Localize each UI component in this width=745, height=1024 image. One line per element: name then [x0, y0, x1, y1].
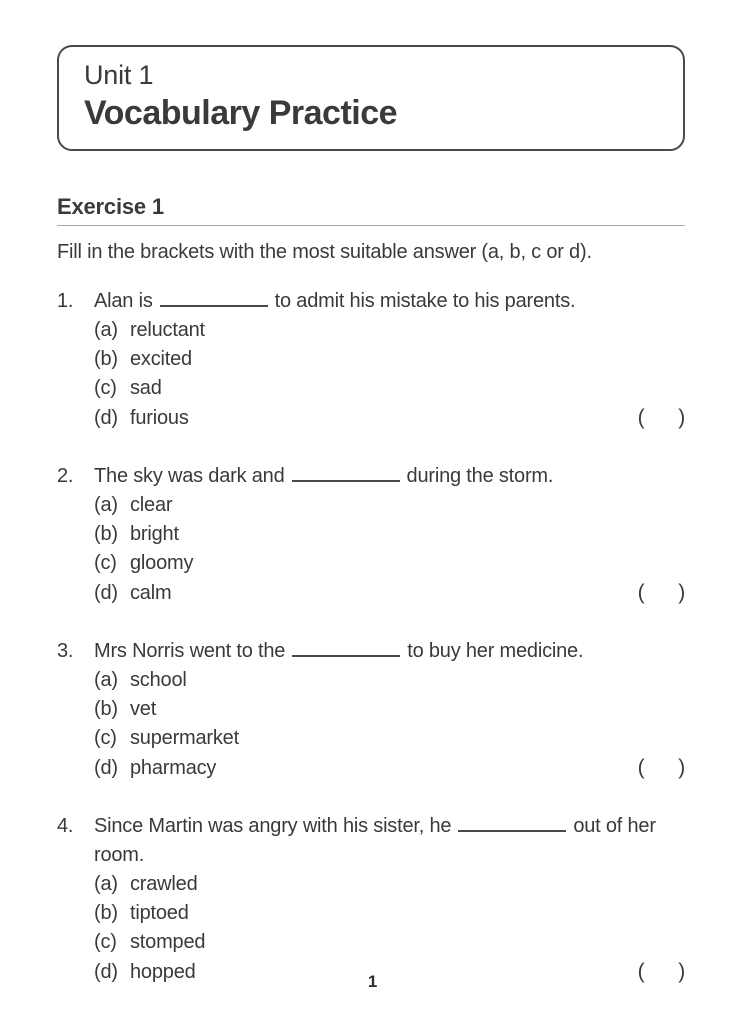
question-body: [94, 287, 685, 433]
option-row: [94, 520, 685, 549]
fill-in-blank: [458, 816, 566, 832]
question-text-after: during the storm.: [406, 465, 554, 488]
question-text: [94, 637, 685, 666]
question-body: [94, 812, 685, 987]
option-label: (d): [94, 582, 118, 605]
question-text-before: Mrs Norris went to the: [94, 640, 286, 663]
question-text-before: The sky was dark and: [94, 465, 285, 488]
option-row: [94, 928, 685, 957]
option-row: [94, 345, 685, 374]
option-text: clear: [130, 494, 173, 517]
option-row: [94, 870, 685, 899]
option-text: sad: [130, 377, 162, 400]
option-row: [94, 724, 685, 753]
answer-bracket: ( ): [637, 406, 685, 430]
option-label: (b): [94, 348, 118, 371]
option-text: excited: [130, 348, 192, 371]
question-text-before: Since Martin was angry with his sister, he: [94, 815, 452, 838]
option-label: (a): [94, 669, 118, 692]
option-label: (a): [94, 319, 118, 342]
option-row: [94, 374, 685, 403]
question-text-after: out of her room.: [94, 815, 656, 867]
option-row: [94, 316, 685, 345]
option-text: hopped: [130, 961, 196, 984]
page-number: 1: [367, 972, 378, 991]
option-row: [94, 578, 685, 608]
question: [57, 287, 685, 433]
option-row: [94, 695, 685, 724]
answer-bracket: ( ): [637, 960, 685, 984]
option-row: [94, 549, 685, 578]
option-text: tiptoed: [130, 902, 189, 925]
option-label: (c): [94, 727, 117, 750]
fill-in-blank: [292, 466, 400, 482]
page-title: Vocabulary Practice: [84, 94, 398, 133]
unit-label: Unit 1: [84, 60, 154, 90]
question-text: [94, 812, 685, 870]
question-text-after: to admit his mistake to his parents.: [274, 290, 576, 313]
option-text: bright: [130, 523, 179, 546]
question-number: 1.: [57, 290, 74, 313]
option-label: (d): [94, 407, 118, 430]
option-label: (b): [94, 698, 118, 721]
fill-in-blank: [292, 641, 400, 657]
option-text: pharmacy: [130, 757, 217, 780]
answer-bracket: ( ): [637, 581, 685, 605]
question: [57, 812, 685, 987]
option-text: calm: [130, 582, 172, 605]
option-text: stomped: [130, 931, 206, 954]
answer-bracket: ( ): [637, 756, 685, 780]
option-label: (c): [94, 377, 117, 400]
question-text-before: Alan is: [94, 290, 153, 313]
option-text: gloomy: [130, 552, 194, 575]
question-text: [94, 462, 685, 491]
question-text: [94, 287, 685, 316]
question-number: 3.: [57, 640, 74, 663]
option-row: [94, 753, 685, 783]
option-text: reluctant: [130, 319, 205, 342]
option-text: supermarket: [130, 727, 239, 750]
option-text: furious: [130, 407, 189, 430]
exercise-heading: Exercise 1: [57, 194, 685, 226]
question: [57, 637, 685, 783]
option-label: (b): [94, 902, 118, 925]
question-body: [94, 462, 685, 608]
option-label: (c): [94, 552, 117, 575]
option-text: crawled: [130, 873, 198, 896]
question-body: [94, 637, 685, 783]
option-row: [94, 491, 685, 520]
question-text-after: to buy her medicine.: [407, 640, 584, 663]
unit-title-box: [57, 45, 685, 151]
option-row: [94, 899, 685, 928]
question-number: 2.: [57, 465, 74, 488]
option-label: (a): [94, 873, 118, 896]
question: [57, 462, 685, 608]
question-number: 4.: [57, 815, 74, 838]
option-text: vet: [130, 698, 157, 721]
option-text: school: [130, 669, 187, 692]
option-label: (d): [94, 961, 118, 984]
option-label: (a): [94, 494, 118, 517]
option-label: (b): [94, 523, 118, 546]
option-label: (c): [94, 931, 117, 954]
option-label: (d): [94, 757, 118, 780]
option-row: [94, 666, 685, 695]
exercise-instructions: Fill in the brackets with the most suitable answer (a, b, c or d).: [57, 241, 592, 264]
questions-list: [57, 287, 685, 987]
fill-in-blank: [160, 291, 268, 307]
option-row: [94, 403, 685, 433]
